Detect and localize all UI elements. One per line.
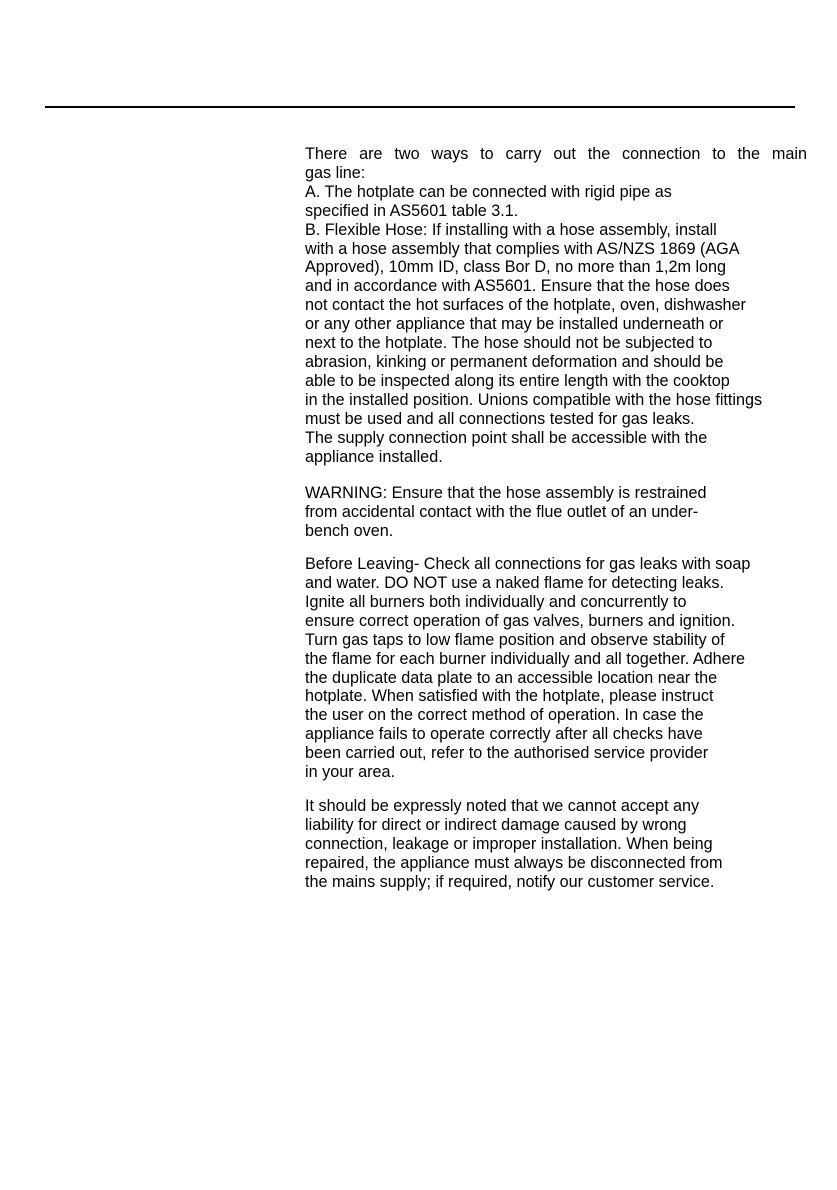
connection-paragraph [305, 145, 807, 466]
text-line: appliance fails to operate correctly after all checks have [305, 725, 703, 744]
text-line: in your area. [305, 763, 395, 782]
text-line: the mains supply; if required, notify our customer service. [305, 872, 715, 891]
text-line: from accidental contact with the flue outlet of an under- [305, 503, 699, 522]
text-line: ensure correct operation of gas valves, burners and ignition. [305, 611, 736, 630]
text-line: Before Leaving- Check all connections for gas leaks with soap [305, 555, 751, 574]
document-body [305, 145, 807, 908]
text-line: or any other appliance that may be installed underneath or [305, 315, 724, 334]
text-line: A. The hotplate can be connected with rigid pipe as [305, 182, 672, 201]
text-line: The supply connection point shall be accessible with the [305, 428, 708, 447]
before-leaving-paragraph [305, 555, 807, 782]
text-line: There are two ways to carry out the connection to the main [305, 145, 807, 163]
text-line: WARNING: Ensure that the hose assembly is restrained [305, 484, 707, 503]
text-line: and water. DO NOT use a naked flame for detecting leaks. [305, 574, 724, 593]
text-line: the duplicate data plate to an accessible location near the [305, 668, 718, 687]
text-line: hotplate. When satisfied with the hotplate, please instruct [305, 687, 714, 706]
text-line: with a hose assembly that complies with AS/NZS 1869 (AGA [305, 239, 740, 258]
text-line: abrasion, kinking or permanent deformation and should be [305, 352, 724, 371]
text-line: Turn gas taps to low flame position and observe stability of [305, 630, 725, 649]
text-line: in the installed position. Unions compatible with the hose fittings [305, 390, 763, 409]
text-line: the flame for each burner individually and all together. Adhere [305, 649, 746, 668]
text-line: the user on the correct method of operation. In case the [305, 706, 704, 725]
text-line: B. Flexible Hose: If installing with a hose assembly, install [305, 220, 717, 239]
text-line: Ignite all burners both individually and concurrently to [305, 592, 687, 611]
text-line: specified in AS5601 table 3.1. [305, 201, 519, 220]
text-line: next to the hotplate. The hose should not be subjected to [305, 334, 713, 353]
text-line: repaired, the appliance must always be disconnected from [305, 853, 723, 872]
text-line: Approved), 10mm ID, class Bor D, no more than 1,2m long [305, 258, 727, 277]
warning-paragraph [305, 484, 807, 541]
text-line: must be used and all connections tested for gas leaks. [305, 409, 695, 428]
text-line: connection, leakage or improper installation. When being [305, 834, 713, 853]
header-rule [45, 106, 795, 108]
text-line: able to be inspected along its entire length with the cooktop [305, 371, 730, 390]
text-line: bench oven. [305, 522, 394, 541]
text-line: and in accordance with AS5601. Ensure that the hose does [305, 277, 730, 296]
text-line: liability for direct or indirect damage caused by wrong [305, 815, 687, 834]
liability-paragraph [305, 797, 807, 892]
text-line: It should be expressly noted that we cannot accept any [305, 797, 700, 815]
text-line: not contact the hot surfaces of the hotplate, oven, dishwasher [305, 296, 746, 315]
text-line: been carried out, refer to the authorised service provider [305, 744, 709, 763]
text-line: appliance installed. [305, 447, 443, 466]
text-line: gas line: [305, 163, 366, 182]
